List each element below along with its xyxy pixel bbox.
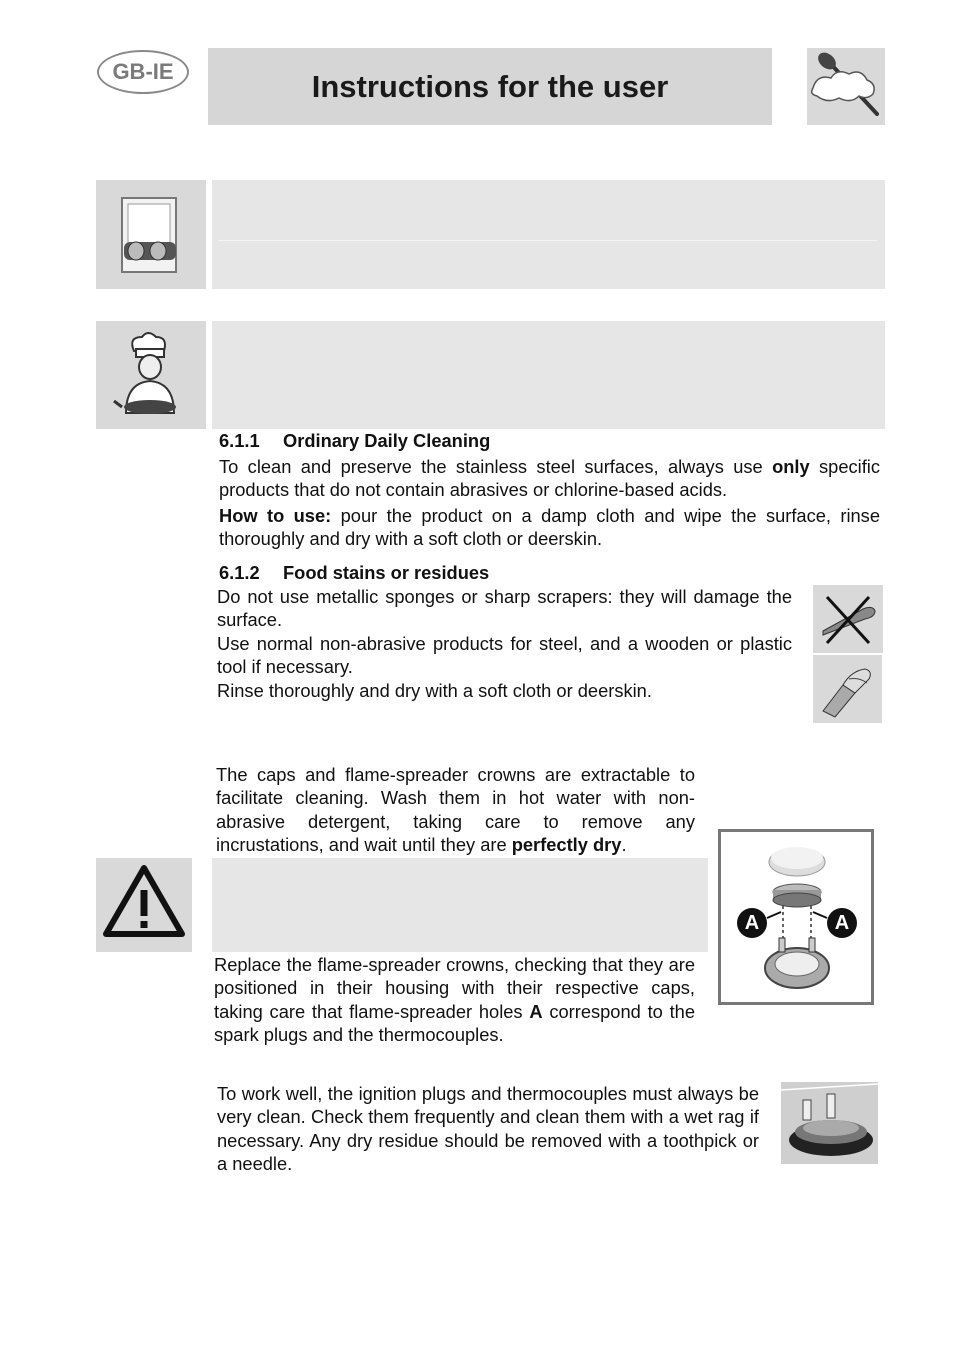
section-number: 6.1.2	[219, 562, 260, 583]
paragraph: Replace the flame-spreader crowns, checking that they are positioned in their housing with their respective caps, taking care that flame-spreader holes A correspond to the spark plugs and the thermocouples.	[214, 954, 695, 1046]
section-title: Food stains or residues	[283, 562, 490, 583]
chef-icon	[96, 321, 206, 429]
warning-icon	[96, 858, 192, 952]
paragraph: To work well, the ignition plugs and thermocouples must always be very clean. Check them frequently and clean them with a wet rag if necessary. Any dry residue should be removed with a toothpick or a needle.	[217, 1083, 759, 1175]
chef-hat-spoon-icon	[807, 48, 885, 125]
paragraph: Do not use metallic sponges or sharp scrapers: they will damage the surface. Use normal non-abrasive products for steel, and a wooden or plastic tool if necessary. Rinse thoroughly and dry with a soft cloth or deerskin.	[217, 586, 792, 701]
burner-diagram	[718, 829, 874, 1005]
label-a-left: A	[744, 912, 760, 934]
page-title: Instructions for the user	[208, 48, 772, 125]
country-badge: GB-IE	[97, 50, 189, 94]
paragraph: The caps and flame-spreader crowns are extractable to facilitate cleaning. Wash them in hot water with non-abrasive detergent, taking care to remove any incrustations, and wait until they are perfectly dry.	[216, 764, 695, 856]
section-header-band	[212, 321, 885, 429]
warning-band	[212, 858, 708, 952]
no-scraper-icon	[813, 585, 883, 653]
section-heading-611	[219, 430, 879, 452]
ignition-plug-photo	[781, 1082, 878, 1164]
section-header-band	[212, 180, 885, 289]
wooden-tool-icon	[813, 655, 882, 723]
section-number: 6.1.1	[219, 430, 260, 451]
oven-control-icon	[96, 180, 206, 289]
section-heading-612	[219, 562, 879, 584]
section-title: Ordinary Daily Cleaning	[283, 430, 491, 451]
paragraph: To clean and preserve the stainless steel surfaces, always use only specific products that do not contain abrasives or chlorine-based acids. How to use: pour the product on a damp cloth and wipe the surface, rinse thoroughly and dry with a soft cloth or deerskin.	[219, 456, 880, 550]
label-a-right: A	[834, 912, 850, 934]
